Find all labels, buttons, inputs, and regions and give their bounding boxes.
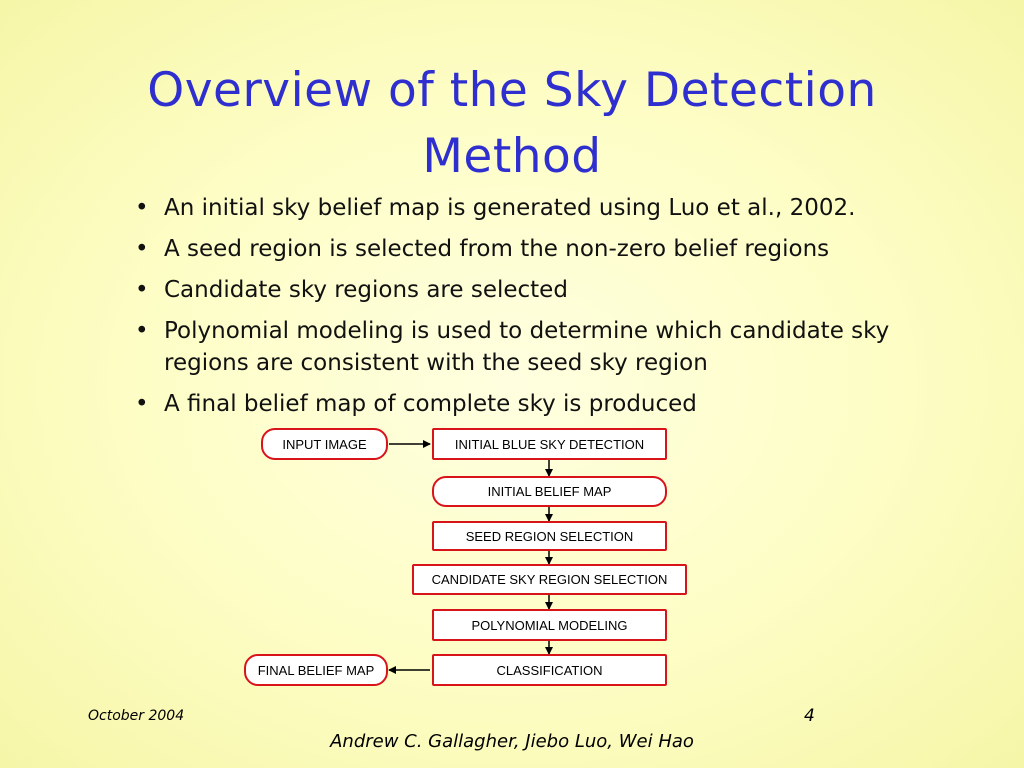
flow-box-polynomial-modeling: POLYNOMIAL MODELING — [432, 609, 667, 641]
bullet-text: A seed region is selected from the non-zero belief regions — [164, 236, 830, 262]
footer-date: October 2004 — [88, 708, 185, 724]
flow-box-candidate-sky-region-selection: CANDIDATE SKY REGION SELECTION — [412, 564, 687, 595]
bullet-marker: • — [135, 236, 149, 262]
flow-box-initial-blue-sky-detection: INITIAL BLUE SKY DETECTION — [432, 428, 667, 460]
bullet-text: An initial sky belief map is generated using Luo et al., 2002. — [164, 195, 856, 221]
bullet-marker: • — [135, 391, 149, 417]
bullet-marker: • — [135, 195, 149, 221]
bullet-text: Candidate sky regions are selected — [164, 277, 568, 303]
bullet-text: Polynomial modeling is used to determine which candidate sky regions are consistent with the seed sky region — [164, 318, 890, 376]
footer-authors: Andrew C. Gallagher, Jiebo Luo, Wei Hao — [330, 731, 694, 752]
page-number: 4 — [804, 706, 815, 726]
bullet-marker: • — [135, 277, 149, 303]
flow-box-final-belief-map: FINAL BELIEF MAP — [244, 654, 388, 686]
bullet-text: A final belief map of complete sky is produced — [164, 391, 697, 417]
bullet-marker: • — [135, 318, 149, 344]
flow-box-input-image: INPUT IMAGE — [261, 428, 388, 460]
flow-box-initial-belief-map: INITIAL BELIEF MAP — [432, 476, 667, 507]
flow-box-classification: CLASSIFICATION — [432, 654, 667, 686]
flow-box-seed-region-selection: SEED REGION SELECTION — [432, 521, 667, 551]
slide-title: Overview of the Sky Detection Method — [147, 63, 877, 184]
